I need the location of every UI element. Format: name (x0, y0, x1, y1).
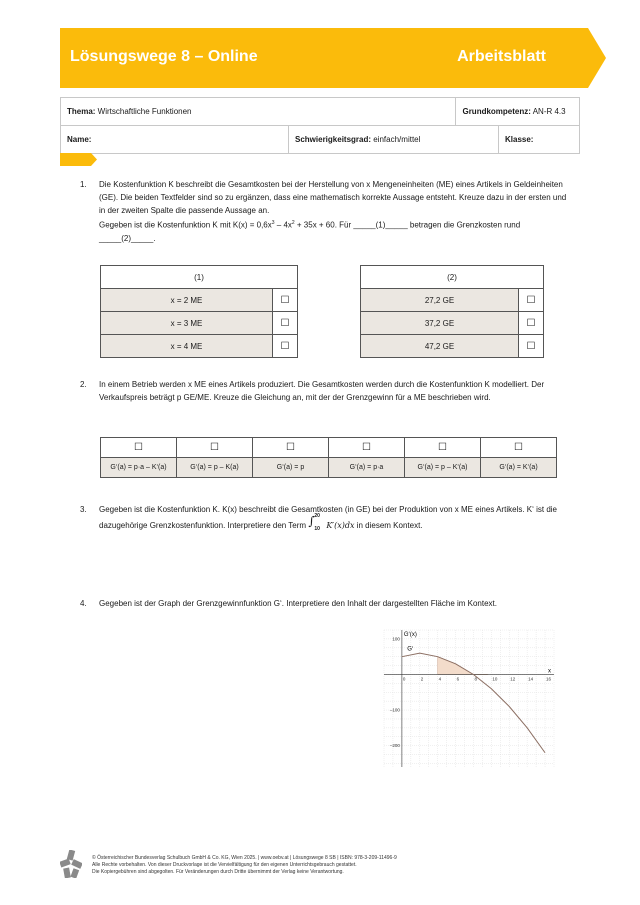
equation-choice-table (100, 437, 557, 478)
thema-cell (61, 98, 456, 126)
x-tick-label: 16 (546, 676, 552, 682)
option-label: 37,2 GE (361, 312, 519, 335)
checkbox[interactable]: ☐ (519, 312, 544, 335)
x-tick-label: 14 (528, 676, 534, 682)
task-3-text: Gegeben ist die Kostenfunktion K. K(x) beschreibt die Gesamtkosten (in GE) bei der Produktion von x ME eines Artikels. K‘ ist die dazugehörige Grenzkostenfunktion. Interpretiere den Term (99, 505, 557, 530)
name-label: Name: (67, 135, 92, 144)
task-1-intro: Die Kostenfunktion K beschreibt die Gesamtkosten bei der Herstellung von x Mengeneinheiten (ME) eines Artikels in Geldeinheiten (GE). Die beiden Textfelder sind so zu ergänzen, dass eine mathematisch korrekte Aussage entsteht. Kreuze dazu in der ersten und in der zweiten Spalte die passende Aussage an. (99, 180, 567, 215)
task-text (99, 178, 569, 245)
equation-option: G‘(a) = p·a (329, 458, 405, 478)
option-label: 27,2 GE (361, 289, 519, 312)
kompetenz-cell (456, 98, 580, 126)
checkbox[interactable]: ☐ (519, 289, 544, 312)
y-axis-label: G‘(x) (403, 632, 417, 638)
task-text: Gegeben ist der Graph der Grenzgewinnfunktion G‘. Interpretiere den Inhalt der dargestellten Fläche im Kontext. (99, 599, 497, 608)
checkbox[interactable]: ☐ (481, 438, 557, 458)
checkbox[interactable]: ☐ (253, 438, 329, 458)
footer-line: © Österreichischer Bundesverlag Schulbuch GmbH & Co. KG, Wien 2025. | www.oebv.at | Lösungswege 8 SB | ISBN: 978-3-209-11496-9 (92, 855, 397, 861)
thema-label: Thema: (67, 107, 96, 116)
statement-part: + 35x + 60. Für _____(1)_____ betragen die Grenzkosten rund _____(2)_____. (99, 220, 521, 243)
marginal-profit-graph (380, 626, 560, 771)
equation-option: G‘(a) = K‘(a) (481, 458, 557, 478)
header-banner (60, 28, 606, 88)
kompetenz-value: AN-R 4.3 (530, 107, 566, 116)
tab-marker (60, 153, 97, 166)
schwierigkeit-label: Schwierigkeitsgrad: (295, 135, 372, 144)
checkbox[interactable]: ☐ (101, 438, 177, 458)
integrand: K′(x)dx (326, 521, 355, 530)
task-number: 3. (80, 505, 87, 514)
x-tick-label: 6 (456, 676, 460, 682)
column-head: (2) (361, 266, 544, 289)
x-tick-label: 12 (510, 676, 516, 682)
task-text: In einem Betrieb werden x ME eines Artikels produziert. Die Gesamtkosten werden durch die Kostenfunktion K modelliert. Der Verkaufspreis beträgt p GE/ME. Kreuze die Gleichung an, mit der der Grenzgewinn für a ME beschrieben wird. (99, 380, 545, 402)
y-tick-label: 100 (392, 636, 400, 642)
footer (92, 855, 397, 876)
option-label: 47,2 GE (361, 335, 519, 358)
exponent: 3 (271, 220, 275, 226)
klasse-label: Klasse: (505, 135, 534, 144)
equation-option: G‘(a) = p – K‘(a) (405, 458, 481, 478)
curve-label: G‘ (407, 646, 414, 653)
option-label: x = 4 ME (101, 335, 273, 358)
x-axis-label: x (548, 668, 551, 675)
thema-value: Wirtschaftliche Funktionen (95, 107, 192, 116)
statement-part: Gegeben ist die Kostenfunktion K mit K(x) = 0,6x (99, 220, 272, 230)
checkbox[interactable]: ☐ (273, 312, 298, 335)
task-number: 1. (80, 180, 87, 189)
x-tick-label: 8 (474, 676, 477, 682)
schwierigkeit-value: einfach/mittel (371, 135, 421, 144)
option-label: x = 3 ME (101, 312, 273, 335)
x-tick-label: 10 (492, 676, 498, 682)
checkbox[interactable]: ☐ (273, 289, 298, 312)
checkbox[interactable]: ☐ (177, 438, 253, 458)
y-tick-label: –200 (389, 743, 400, 749)
y-tick-label: –100 (389, 707, 400, 713)
choice-table-2 (360, 265, 544, 358)
x-tick-label: 2 (420, 676, 424, 682)
column-head: (1) (101, 266, 298, 289)
equation-option: G‘(a) = p·a – K‘(a) (101, 458, 177, 478)
checkbox[interactable]: ☐ (273, 335, 298, 358)
task-1-statement (99, 217, 569, 245)
info-table (60, 97, 580, 154)
equation-option: G‘(a) = p (253, 458, 329, 478)
x-tick-label: 0 (402, 676, 406, 682)
choice-table-1 (100, 265, 298, 358)
integral-expression (308, 513, 326, 532)
task-number: 4. (80, 599, 87, 608)
exponent: 2 (291, 220, 295, 226)
integral-upper-bound: 20 (314, 513, 320, 519)
kompetenz-label: Grundkompetenz: (462, 107, 531, 116)
klasse-cell[interactable] (499, 126, 580, 154)
task-text (99, 503, 569, 532)
integral-sign: ∫ (308, 514, 315, 528)
checkbox[interactable]: ☐ (405, 438, 481, 458)
sheet-type: Arbeitsblatt (457, 48, 546, 65)
publisher-logo-icon (60, 850, 82, 878)
footer-line: Alle Rechte vorbehalten. Von dieser Druckvorlage ist die Vervielfältigung für den eigenen Unterrichtsgebrauch gestattet. (92, 862, 357, 868)
page-title: Lösungswege 8 – Online (70, 48, 258, 65)
schwierigkeit-cell (289, 126, 499, 154)
integral-lower-bound: 10 (314, 526, 320, 532)
equation-option: G‘(a) = p – K(a) (177, 458, 253, 478)
statement-part: – 4x (274, 220, 292, 230)
name-cell[interactable] (61, 126, 289, 154)
checkbox[interactable]: ☐ (329, 438, 405, 458)
task-3-text-end: in diesem Kontext. (354, 521, 423, 530)
task-number: 2. (80, 380, 87, 389)
checkbox[interactable]: ☐ (519, 335, 544, 358)
option-label: x = 2 ME (101, 289, 273, 312)
footer-line: Die Kopiergebühren sind abgegolten. Für Veränderungen durch Dritte übernimmt der Verlag keine Verantwortung. (92, 869, 344, 875)
x-tick-label: 4 (438, 676, 442, 682)
